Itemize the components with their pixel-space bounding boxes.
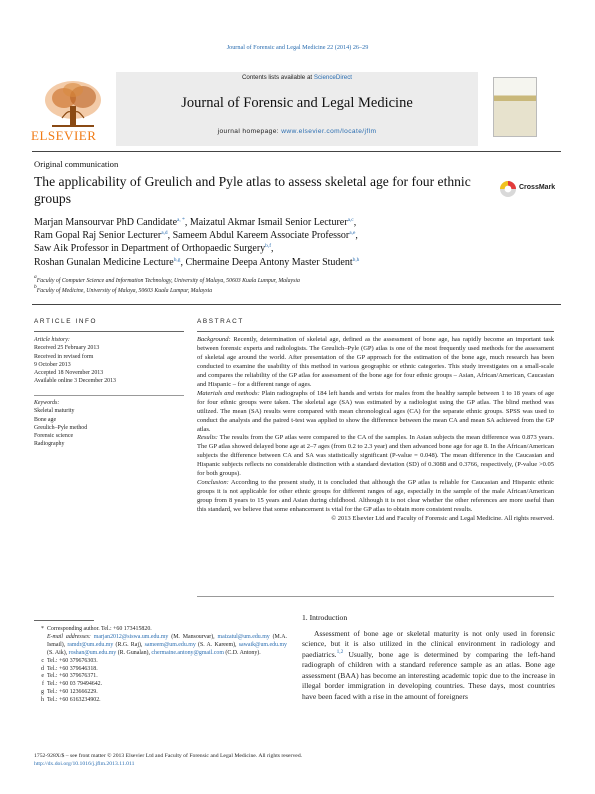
author-sup[interactable]: b,f — [265, 243, 272, 250]
article-info-rule — [34, 331, 184, 332]
title-rule — [32, 304, 561, 305]
abstract-body — [197, 336, 554, 524]
keyword: Forensic science — [34, 433, 74, 440]
issn-line: 1752-928X/$ – see front matter © 2013 Elsevier Ltd and Faculty of Forensic and Legal Medicine. All rights reserved. — [34, 753, 303, 759]
author-list: Marjan Mansourvar PhD Candidate$^{a, *}$, Maizatul Akmar Ismail Senior Lecturer$^{a,c}$, Ram Gopal Raj Senior Lecturer$^{a,d}$, Sameem Abdul Kareem Associate Professor$^{a,e}$, Saw Aik Professor in Department of Orthopaedic Surgery$^{b,f}$, Roshan Gunalan Medicine Lecture$^{b,g}$, Chermaine Deepa Antony Master Student$^{b,h}$ — [34, 217, 360, 268]
homepage-prefix: journal homepage: — [217, 128, 280, 135]
section-type: Original communication — [34, 159, 119, 169]
article-info-heading: ARTICLE INFO — [34, 318, 98, 325]
affiliation: $^a$Faculty of Computer Science and Information Technology, University of Malaya, 50603 Kuala Lumpur, Malaysia — [34, 274, 300, 284]
abstract-background: Background: Recently, determination of skeletal age, defined as the assessment of bone age, has rapidly become an important task between forensic experts and radiologists. The Greulich–Pyle (GP) atlas is one of the most frequently used methods for the assessment of skeletal age around the world. After presentation of the GP approach for the estimation of the bone age, much research has been conducted to examine the usability of this method in various geographic or ethnic categories. This study investigates on a small-scale and compares the reliability of the GP atlas for assessment of the bone age for four ethnic groups – Asian, African/American, Caucasian and Hispanic – for a different range of ages. — [197, 336, 554, 388]
author: Saw Aik Professor in Department of Orthopaedic Surgery — [34, 243, 266, 255]
abstract-bottom-rule — [197, 596, 554, 597]
article-history — [34, 336, 186, 386]
email-link[interactable]: sameem@um.edu.my — [144, 641, 196, 648]
contents-line — [116, 74, 478, 81]
author-sup[interactable]: a,e — [349, 230, 356, 237]
affiliations — [34, 274, 554, 296]
abstract-heading: ABSTRACT — [197, 318, 244, 325]
contents-prefix: Contents lists available at — [241, 74, 313, 81]
introduction-body: Assessment of bone age or skeletal maturity is not only used in forensic science, but it is also utilized in the clinical environment in radiology and paediatrics.$^{1,2}$ Usually, bone age is determined by comparing the left-hand radiograph of children with a standard reference sample as an atlas. Bone age assessment (BAA) has become an interesting academic topic due to the increase in illegal border immigration in developing countries. These days, most countries have been faced with a rise in the amount of foreigners — [302, 629, 555, 701]
author: Sameem Abdul Kareem Associate Professor — [172, 230, 350, 242]
tel-footnote: h Tel.: +60 6163234902. — [41, 697, 101, 704]
keywords-label: Keywords: — [34, 400, 60, 406]
keyword: Skeletal maturity — [34, 408, 75, 415]
affiliation: $^b$Faculty of Medicine, University of Malaya, 50603 Kuala Lumpur, Malaysia — [34, 283, 213, 294]
tel-footnote: f Tel.: +60 03 79494642. — [42, 681, 103, 688]
journal-reference[interactable]: Journal of Forensic and Legal Medicine 22 (2014) 26–29 — [226, 44, 369, 51]
footnote-rule — [34, 620, 94, 621]
author: Maizatul Akmar Ismail Senior Lecturer — [189, 217, 348, 228]
abstract-methods: Materials and methods: Plain radiographs of 184 left hands and wrists for males from the healthy sample between 1 to 18 years of age for four ethnic groups were taken. The skeletal age (SA) was estimated by a radiologist using the GP atlas. The blind method was utilized. The mean (SA) results were compared with mean chronological ages (CA) for the separate ethnic groups. SPSS was used to conduct the analysis and the paired t-test was applied to show the difference between the mean CA and mean SA achieved from the GP atlas. — [197, 389, 555, 433]
author: Chermaine Deepa Antony Master Student — [185, 256, 353, 268]
author: Marjan Mansourvar PhD Candidate — [34, 217, 178, 228]
email-link[interactable]: ramdr@um.edu.my — [67, 641, 114, 648]
keyword: Bone age — [34, 416, 57, 423]
email-link[interactable]: maizatul@um.edu.my — [217, 633, 270, 640]
keyword: Greulich–Pyle method — [34, 424, 88, 431]
crossmark-label[interactable]: CrossMark — [519, 184, 556, 191]
corresponding-author: * Corresponding author. Tel.: +60 173415820. — [41, 626, 152, 632]
keywords-rule — [34, 395, 184, 396]
author: Roshan Gunalan Medicine Lecture — [34, 256, 174, 268]
tel-footnote: g Tel.: +60 123666229. — [41, 689, 98, 696]
history-item: Available online 3 December 2013 — [34, 378, 117, 385]
email-addresses: E-mail addresses: marjan2012@siswa.um.edu.my (M. Mansourvar), maizatul@um.edu.my (M.A. Ismail), ramdr@um.edu.my (R.G. Raj), sameem@um.edu.my (S. A. Kareem), sawaik@um.edu.my (S. Aik), roshan@um.edu.my (R. Gunalan), chermaine.antony@gmail.com (C.D. Antony). — [47, 633, 287, 656]
keyword: Radiography — [34, 441, 65, 448]
author-sup[interactable]: a,c — [347, 217, 354, 223]
history-label: Article history: — [34, 337, 70, 343]
author: Ram Gopal Raj Senior Lecturer — [34, 230, 162, 242]
history-item: 9 October 2013 — [34, 361, 71, 368]
journal-homepage — [116, 128, 478, 135]
history-item: Received in revised form — [34, 353, 94, 360]
introduction-heading: 1. Introduction — [302, 613, 348, 622]
citation-link[interactable]: 1,2 — [336, 648, 344, 655]
tel-footnote: e Tel.: +60 379676371. — [41, 673, 98, 680]
tel-footnote: d Tel.: +60 379646318. — [41, 665, 98, 672]
author-sup[interactable]: a, * — [177, 217, 185, 223]
journal-cover-image — [493, 77, 537, 137]
sciencedirect-link[interactable]: ScienceDirect — [313, 74, 353, 81]
doi-link[interactable]: http://dx.doi.org/10.1016/j.jflm.2013.11.011 — [34, 760, 135, 767]
abstract-rule — [197, 331, 554, 332]
publisher-logo-text: ELSEVIER — [31, 128, 97, 143]
homepage-link[interactable]: www.elsevier.com/locate/jflm — [281, 128, 377, 135]
bottom-matter — [34, 753, 334, 768]
tel-footnote: c Tel.: +60 379676303. — [41, 657, 98, 664]
keywords — [34, 399, 186, 449]
history-item: Received 25 February 2013 — [34, 345, 100, 352]
email-link[interactable]: marjan2012@siswa.um.edu.my — [93, 633, 169, 640]
email-link[interactable]: roshan@um.edu.my — [68, 649, 117, 656]
header-rule — [32, 151, 561, 152]
author-sup[interactable]: a,d — [161, 230, 168, 237]
elsevier-tree-logo — [34, 76, 112, 136]
footnotes — [34, 626, 287, 705]
author-sup[interactable]: b,h — [352, 256, 360, 263]
article-title: The applicability of Greulich and Pyle atlas to assess skeletal age for four ethnic groups — [34, 174, 471, 206]
copyright: © 2013 Elsevier Ltd and Faculty of Forensic and Legal Medicine. All rights reserved. — [331, 515, 554, 523]
email-link[interactable]: chermaine.antony@gmail.com — [151, 649, 224, 656]
journal-title: Journal of Forensic and Legal Medicine — [181, 95, 413, 111]
abstract-results: Results: The results from the GP atlas were compared to the CA of the samples. In Asian subjects the mean difference was 0.873 years. The GP atlas showed delayed bone age at 2–7 ages (from 0.2 to 2.3 year) and then advanced bone age for age 8. In the African/American subjects the difference between CA and SA was statistically significant (P-value = 0.048). The mean difference in the Caucasian and Hispanic subjects reflects no considerable distinction with a standard deviation (SD) of 0.3088 and 0.3766, respectively, (P-value >0.05 for both groups). — [197, 434, 554, 478]
history-item: Accepted 18 November 2013 — [34, 370, 104, 377]
email-link[interactable]: sawaik@um.edu.my — [238, 641, 287, 648]
abstract-conclusion: Conclusion: According to the present study, it is concluded that although the GP atlas is reliable for Caucasian and Hispanic ethnic groups it is not applicable for other ethnic groups for different ranges of age, especially in the sample of the male African/American group from 8 years to 15 years and Asian during childhood. Although it is not clear whether the other references are more useful than this standard, we believe that some enhancement is vital for the GP atlas to obtain more consistent results. — [197, 479, 554, 514]
author-sup[interactable]: b,g — [173, 256, 181, 263]
